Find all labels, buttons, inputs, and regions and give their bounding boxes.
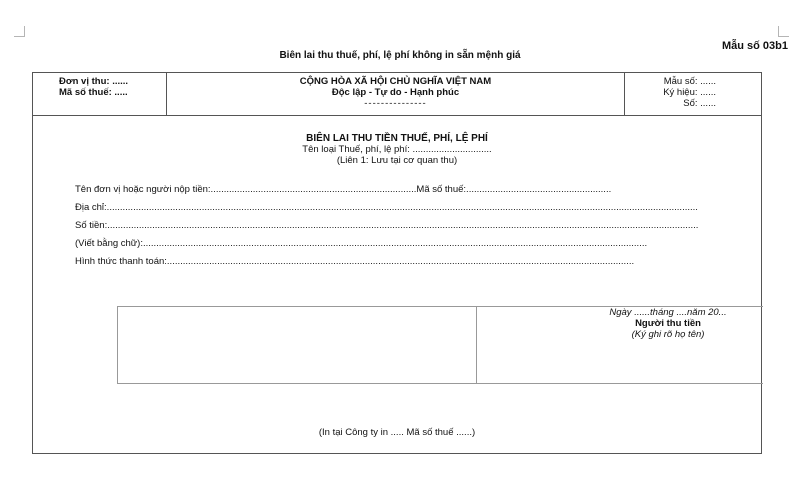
printer-footer: (In tại Công ty in ..... Mã số thuế ......) — [318, 427, 476, 438]
crop-mark-top-right — [778, 26, 789, 37]
serial-number-line: Số: ...... — [683, 98, 716, 109]
form-subtitle: Biên lai thu thuế, phí, lệ phí không in sẵn mệnh giá — [279, 50, 521, 61]
national-title: CỘNG HÒA XÃ HỘI CHỦ NGHĨA VIỆT NAM — [299, 76, 492, 87]
form-code: Mẫu số 03b1 — [721, 40, 788, 52]
signature-note: (Ký ghi rõ họ tên) — [631, 329, 705, 340]
collecting-unit-line: Đơn vị thu: ...... — [59, 76, 129, 87]
tax-code-line: Mã số thuế: ..... — [59, 87, 128, 98]
payer-name-field: Tên đơn vị hoặc người nộp tiền:..............................................................................Mã số thuế:....................................................... — [75, 184, 612, 195]
copy-line: (Liên 1: Lưu tại cơ quan thu) — [336, 155, 458, 166]
signature-box-divider — [476, 307, 477, 383]
address-field: Địa chỉ:................................................................................................................................................................................................................................ — [75, 202, 698, 213]
symbol-line: Ký hiệu: ...... — [663, 87, 716, 98]
form-number-line: Mẫu số: ...... — [663, 76, 716, 87]
header-right — [625, 73, 762, 115]
receipt-frame — [32, 72, 762, 454]
signer-title: Người thu tiền — [635, 318, 701, 329]
signature-block — [593, 307, 743, 340]
amount-in-words-field: (Viết bằng chữ):............................................................................................................................................................................................... — [75, 238, 648, 249]
header-left — [33, 73, 167, 115]
receipt-header — [33, 73, 761, 116]
crop-mark-top-left — [14, 26, 25, 37]
national-motto: Độc lập - Tự do - Hạnh phúc — [331, 87, 460, 98]
signature-date: Ngày ......tháng ....năm 20... — [609, 307, 727, 318]
header-middle — [167, 73, 625, 115]
receipt-title: BIÊN LAI THU TIỀN THUẾ, PHÍ, LỆ PHÍ — [306, 133, 488, 144]
payment-method-field: Hình thức thanh toán:................................................................................................................................................................................. — [75, 256, 635, 267]
fee-type-line: Tên loại Thuế, phí, lệ phí: .............................. — [302, 144, 492, 155]
receipt-title-block — [33, 133, 761, 166]
motto-underline: --------------- — [364, 98, 427, 109]
amount-field: Số tiền:................................................................................................................................................................................................................................ — [75, 220, 699, 231]
